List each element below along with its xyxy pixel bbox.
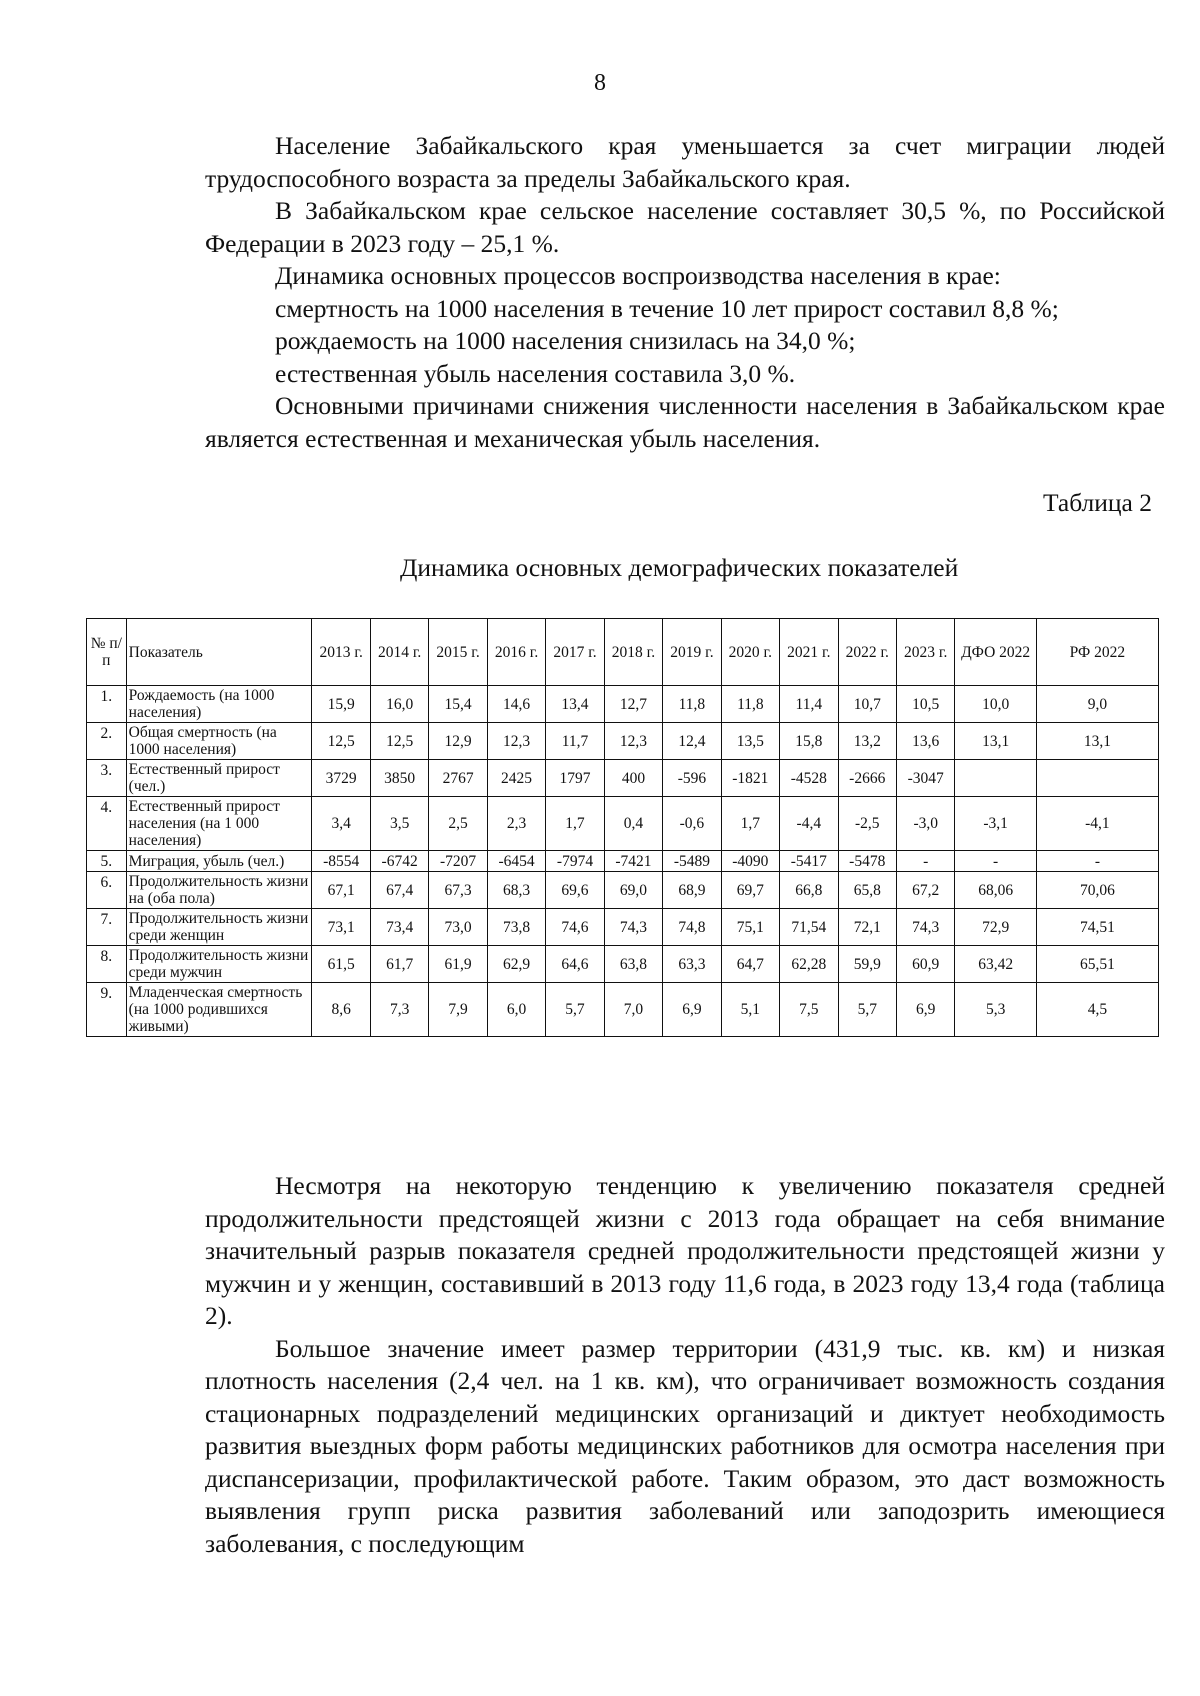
value-cell: 65,8	[838, 872, 896, 909]
value-cell: 5,7	[546, 983, 604, 1037]
value-cell: 67,2	[896, 872, 954, 909]
value-cell: 74,3	[896, 909, 954, 946]
table-row	[87, 760, 1159, 797]
value-cell: 12,4	[663, 723, 721, 760]
value-cell: 10,7	[838, 686, 896, 723]
value-cell: 11,4	[780, 686, 838, 723]
value-cell: 62,9	[487, 946, 545, 983]
value-cell: -6454	[487, 851, 545, 872]
value-cell: 0,4	[604, 797, 662, 851]
indicator-name-cell: Рождаемость (на 1000 населения)	[126, 686, 312, 723]
column-header: 2016 г.	[487, 619, 545, 686]
value-cell: 6,9	[663, 983, 721, 1037]
value-cell: -4,4	[780, 797, 838, 851]
value-cell: -2666	[838, 760, 896, 797]
paragraph: В Забайкальском крае сельское население составляет 30,5 %, по Российской Федерации в 2023 году – 25,1 %.	[205, 196, 1165, 258]
row-number-cell: 6.	[87, 872, 127, 909]
row-number-cell: 8.	[87, 946, 127, 983]
value-cell: 66,8	[780, 872, 838, 909]
value-cell: 68,3	[487, 872, 545, 909]
table-body	[87, 686, 1159, 1037]
value-cell: 68,06	[955, 872, 1036, 909]
value-cell: 15,8	[780, 723, 838, 760]
table-row	[87, 946, 1159, 983]
value-cell: 62,28	[780, 946, 838, 983]
value-cell: 70,06	[1036, 872, 1158, 909]
column-header: Показатель	[126, 619, 312, 686]
page-number: 8	[594, 70, 606, 96]
column-header: 2021 г.	[780, 619, 838, 686]
value-cell: -1821	[721, 760, 779, 797]
value-cell: 74,51	[1036, 909, 1158, 946]
value-cell: -4,1	[1036, 797, 1158, 851]
column-header: 2015 г.	[429, 619, 487, 686]
value-cell: -4090	[721, 851, 779, 872]
column-header: РФ 2022	[1036, 619, 1158, 686]
paragraph: смертность на 1000 населения в течение 10 лет прирост составил 8,8 %;	[275, 293, 1059, 323]
value-cell: 64,6	[546, 946, 604, 983]
value-cell: 73,1	[312, 909, 370, 946]
value-cell: -3,1	[955, 797, 1036, 851]
value-cell: 2767	[429, 760, 487, 797]
value-cell: -5478	[838, 851, 896, 872]
row-number-cell: 9.	[87, 983, 127, 1037]
value-cell: 13,2	[838, 723, 896, 760]
value-cell: 2,3	[487, 797, 545, 851]
value-cell: -6742	[370, 851, 428, 872]
column-header: 2019 г.	[663, 619, 721, 686]
value-cell: 13,4	[546, 686, 604, 723]
value-cell: 5,3	[955, 983, 1036, 1037]
value-cell: 13,6	[896, 723, 954, 760]
paragraph: Основными причинами снижения численности населения в Забайкальском крае является естественная и механическая убыль населения.	[205, 391, 1165, 453]
value-cell: 12,5	[370, 723, 428, 760]
table-row	[87, 851, 1159, 872]
value-cell: 63,3	[663, 946, 721, 983]
value-cell: 67,1	[312, 872, 370, 909]
value-cell: 73,8	[487, 909, 545, 946]
value-cell: 1,7	[546, 797, 604, 851]
value-cell: 1797	[546, 760, 604, 797]
value-cell: 5,7	[838, 983, 896, 1037]
table-row	[87, 797, 1159, 851]
table-row	[87, 723, 1159, 760]
value-cell	[1036, 760, 1158, 797]
value-cell: 3,4	[312, 797, 370, 851]
table-header-row	[87, 619, 1159, 686]
value-cell: 9,0	[1036, 686, 1158, 723]
value-cell: -8554	[312, 851, 370, 872]
value-cell: 13,5	[721, 723, 779, 760]
value-cell: 72,9	[955, 909, 1036, 946]
value-cell	[955, 760, 1036, 797]
value-cell: 10,5	[896, 686, 954, 723]
value-cell: 7,3	[370, 983, 428, 1037]
value-cell: 65,51	[1036, 946, 1158, 983]
value-cell: 2425	[487, 760, 545, 797]
value-cell: 69,6	[546, 872, 604, 909]
column-header: 2020 г.	[721, 619, 779, 686]
table-caption: Таблица 2	[1042, 488, 1152, 517]
intro-text	[205, 130, 1165, 455]
table-row	[87, 872, 1159, 909]
value-cell: -3047	[896, 760, 954, 797]
value-cell: 2,5	[429, 797, 487, 851]
value-cell: 400	[604, 760, 662, 797]
value-cell: 61,7	[370, 946, 428, 983]
row-number-cell: 1.	[87, 686, 127, 723]
value-cell: 74,3	[604, 909, 662, 946]
closing-text	[205, 1170, 1165, 1560]
value-cell: -7207	[429, 851, 487, 872]
value-cell: 69,0	[604, 872, 662, 909]
value-cell: 67,3	[429, 872, 487, 909]
paragraph: Население Забайкальского края уменьшается за счет миграции людей трудоспособного возраста за пределы Забайкальского края.	[205, 131, 1165, 193]
value-cell: 15,4	[429, 686, 487, 723]
value-cell: -	[896, 851, 954, 872]
value-cell: 15,9	[312, 686, 370, 723]
column-header: 2023 г.	[896, 619, 954, 686]
row-number-cell: 2.	[87, 723, 127, 760]
row-number-cell: 3.	[87, 760, 127, 797]
column-header: 2013 г.	[312, 619, 370, 686]
column-header: 2018 г.	[604, 619, 662, 686]
indicator-name-cell: Общая смертность (на 1000 населения)	[126, 723, 312, 760]
value-cell: 7,0	[604, 983, 662, 1037]
column-header: 2014 г.	[370, 619, 428, 686]
value-cell: 63,42	[955, 946, 1036, 983]
column-header: ДФО 2022	[955, 619, 1036, 686]
value-cell: 12,7	[604, 686, 662, 723]
value-cell: 4,5	[1036, 983, 1158, 1037]
indicator-name-cell: Естественный прирост (чел.)	[126, 760, 312, 797]
indicator-name-cell: Естественный прирост населения (на 1 000 населения)	[126, 797, 312, 851]
value-cell: 13,1	[955, 723, 1036, 760]
table-title: Динамика основных демографических показателей	[400, 553, 959, 582]
table-row	[87, 686, 1159, 723]
value-cell: 8,6	[312, 983, 370, 1037]
value-cell: 73,4	[370, 909, 428, 946]
value-cell: 12,9	[429, 723, 487, 760]
indicator-name-cell: Миграция, убыль (чел.)	[126, 851, 312, 872]
value-cell: 3729	[312, 760, 370, 797]
value-cell: 75,1	[721, 909, 779, 946]
value-cell: 61,9	[429, 946, 487, 983]
value-cell: 12,3	[487, 723, 545, 760]
value-cell: 3850	[370, 760, 428, 797]
column-header: 2022 г.	[838, 619, 896, 686]
indicator-name-cell: Продолжительность жизни на (оба пола)	[126, 872, 312, 909]
value-cell: 5,1	[721, 983, 779, 1037]
value-cell: 71,54	[780, 909, 838, 946]
value-cell: 6,9	[896, 983, 954, 1037]
value-cell: -	[1036, 851, 1158, 872]
value-cell: 59,9	[838, 946, 896, 983]
value-cell: 12,5	[312, 723, 370, 760]
value-cell: 11,7	[546, 723, 604, 760]
value-cell: -3,0	[896, 797, 954, 851]
value-cell: -7974	[546, 851, 604, 872]
value-cell: 10,0	[955, 686, 1036, 723]
column-header: № п/п	[87, 619, 127, 686]
column-header: 2017 г.	[546, 619, 604, 686]
value-cell: 63,8	[604, 946, 662, 983]
value-cell: 14,6	[487, 686, 545, 723]
table-row	[87, 909, 1159, 946]
row-number-cell: 4.	[87, 797, 127, 851]
row-number-cell: 7.	[87, 909, 127, 946]
value-cell: 13,1	[1036, 723, 1158, 760]
row-number-cell: 5.	[87, 851, 127, 872]
value-cell: 69,7	[721, 872, 779, 909]
value-cell: 3,5	[370, 797, 428, 851]
indicator-name-cell: Продолжительность жизни среди мужчин	[126, 946, 312, 983]
value-cell: 16,0	[370, 686, 428, 723]
table-row	[87, 983, 1159, 1037]
value-cell: -0,6	[663, 797, 721, 851]
value-cell: 1,7	[721, 797, 779, 851]
value-cell: 7,5	[780, 983, 838, 1037]
value-cell: -7421	[604, 851, 662, 872]
value-cell: -5489	[663, 851, 721, 872]
value-cell: 64,7	[721, 946, 779, 983]
value-cell: 68,9	[663, 872, 721, 909]
demographics-table	[86, 618, 1159, 1037]
paragraph: Динамика основных процессов воспроизводства населения в крае:	[275, 261, 1001, 290]
value-cell: 60,9	[896, 946, 954, 983]
value-cell: 67,4	[370, 872, 428, 909]
value-cell: 7,9	[429, 983, 487, 1037]
value-cell: 61,5	[312, 946, 370, 983]
indicator-name-cell: Продолжительность жизни среди женщин	[126, 909, 312, 946]
value-cell: -5417	[780, 851, 838, 872]
paragraph: Большое значение имеет размер территории (431,9 тыс. кв. км) и низкая плотность населения (2,4 чел. на 1 кв. км), что ограничивает возможность создания стационарных подразделений медицинских организаций и диктует необходимость развития выездных форм работы медицинских работников для осмотра населения при диспансеризации, профилактической работе. Таким образом, это даст возможность выявления групп риска развития заболеваний или заподозрить имеющиеся заболевания, с последующим	[205, 1333, 1165, 1558]
value-cell: 12,3	[604, 723, 662, 760]
value-cell: 11,8	[663, 686, 721, 723]
value-cell: -	[955, 851, 1036, 872]
indicator-name-cell: Младенческая смертность (на 1000 родившихся живыми)	[126, 983, 312, 1037]
value-cell: -4528	[780, 760, 838, 797]
value-cell: -2,5	[838, 797, 896, 851]
paragraph: рождаемость на 1000 населения снизилась на 34,0 %;	[275, 326, 856, 355]
value-cell: 11,8	[721, 686, 779, 723]
value-cell: 72,1	[838, 909, 896, 946]
paragraph: естественная убыль населения составила 3,0 %.	[275, 358, 796, 388]
value-cell: 73,0	[429, 909, 487, 946]
value-cell: 74,8	[663, 909, 721, 946]
value-cell: 74,6	[546, 909, 604, 946]
paragraph: Несмотря на некоторую тенденцию к увеличению показателя средней продолжительности предстоящей жизни с 2013 года обращает на себя внимание значительный разрыв показателя средней продолжительности предстоящей жизни у мужчин и у женщин, составивший в 2013 году 11,6 года, в 2023 году 13,4 года (таблица 2).	[205, 1171, 1165, 1330]
value-cell: 6,0	[487, 983, 545, 1037]
value-cell: -596	[663, 760, 721, 797]
